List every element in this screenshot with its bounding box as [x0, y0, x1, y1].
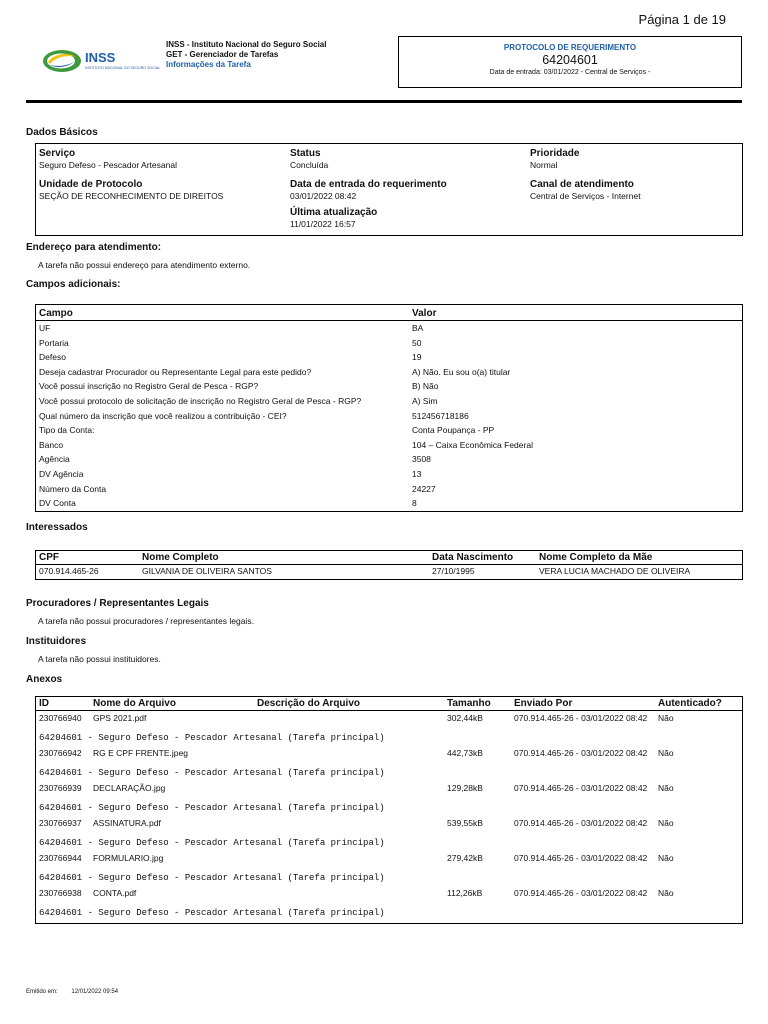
field-value: 24227	[412, 483, 436, 494]
attachment-sent-by: 070.914.465-26 - 03/01/2022 08:42	[514, 888, 648, 898]
attachment-description-text: 64204601 - Seguro Defeso - Pescador Artesanal (Tarefa principal)	[39, 803, 385, 813]
attachment-description-text: 64204601 - Seguro Defeso - Pescador Artesanal (Tarefa principal)	[39, 733, 385, 743]
basic-data-box	[35, 143, 743, 236]
protocol-label: PROTOCOLO DE REQUERIMENTO	[503, 43, 637, 52]
interested-table	[35, 550, 743, 580]
header-system: GET - Gerenciador de Tarefas	[166, 50, 279, 59]
field-value: Conta Poupança - PP	[412, 425, 495, 436]
table-row	[36, 711, 742, 726]
attachment-authenticated: Não	[658, 783, 674, 793]
updated-value: 11/01/2022 16:57	[290, 219, 356, 229]
priority-value: Normal	[530, 160, 558, 170]
updated-label: Última atualização	[290, 207, 378, 218]
interested-col-name: Nome Completo	[142, 552, 219, 563]
table-row	[36, 379, 742, 394]
interested-col-cpf: CPF	[39, 552, 59, 563]
procurators-title: Procuradores / Representantes Legais	[26, 598, 209, 609]
status-value: Concluída	[290, 160, 329, 170]
attachment-sent-by: 070.914.465-26 - 03/01/2022 08:42	[514, 853, 648, 863]
attachment-sent-by: 070.914.465-26 - 03/01/2022 08:42	[514, 818, 648, 828]
table-row	[36, 336, 742, 351]
interested-birth: 27/10/1995	[432, 566, 475, 576]
attachment-id: 230766940	[39, 713, 82, 723]
fields-col-value: Valor	[412, 308, 437, 319]
table-row	[36, 321, 742, 336]
attachment-id: 230766944	[39, 853, 82, 863]
header-org: INSS - Instituto Nacional do Seguro Social	[166, 40, 327, 49]
field-value: 512456718186	[412, 410, 469, 421]
attachment-sent-by: 070.914.465-26 - 03/01/2022 08:42	[514, 783, 648, 793]
attachment-description	[36, 731, 742, 746]
field-value: B) Não	[412, 381, 439, 392]
attachment-description	[36, 836, 742, 851]
field-value: BA	[412, 323, 424, 333]
table-row	[36, 394, 742, 409]
address-text: A tarefa não possui endereço para atendimento externo.	[38, 260, 251, 270]
attachment-file-link[interactable]: RG E CPF FRENTE.jpeg	[93, 748, 188, 758]
table-row	[36, 746, 742, 761]
interested-col-birth: Data Nascimento	[432, 552, 514, 563]
interested-name: GILVANIA DE OLIVEIRA SANTOS	[142, 566, 272, 576]
interested-title: Interessados	[26, 522, 88, 533]
attachments-col-name: Nome do Arquivo	[93, 698, 176, 709]
fields-table	[35, 304, 743, 512]
procurators-text: A tarefa não possui procuradores / representantes legais.	[38, 616, 254, 626]
field-name: Agência	[39, 454, 70, 465]
attachment-id: 230766938	[39, 888, 82, 898]
basic-title: Dados Básicos	[26, 127, 98, 138]
field-name: Número da Conta	[39, 483, 107, 494]
attachment-file-link[interactable]: DECLARAÇÃO.jpg	[93, 783, 166, 793]
attachments-col-size: Tamanho	[447, 698, 491, 709]
attachment-size: 442,73kB	[447, 748, 483, 758]
attachment-file-link[interactable]: FORMULARIO.jpg	[93, 853, 164, 863]
footer-date: 12/01/2022 09:54	[71, 989, 119, 995]
attachment-authenticated: Não	[658, 818, 674, 828]
attachments-col-auth: Autenticado?	[658, 698, 722, 709]
footer	[26, 989, 130, 995]
entry-date-label: Data de entrada do requerimento	[290, 179, 447, 190]
field-value: A) Não. Eu sou o(a) titular	[412, 366, 511, 377]
fields-title: Campos adicionais:	[26, 279, 121, 290]
address-title: Endereço para atendimento:	[26, 242, 162, 253]
interested-col-mother: Nome Completo da Mãe	[539, 552, 653, 563]
attachment-size: 279,42kB	[447, 853, 483, 863]
field-name: Tipo da Conta:	[39, 425, 95, 436]
table-row	[36, 423, 742, 438]
attachment-authenticated: Não	[658, 713, 674, 723]
attachment-sent-by: 070.914.465-26 - 03/01/2022 08:42	[514, 748, 648, 758]
table-row	[36, 350, 742, 365]
table-row	[36, 467, 742, 482]
field-name: Deseja cadastrar Procurador ou Representante Legal para este pedido?	[39, 366, 312, 377]
table-row	[36, 781, 742, 796]
field-name: DV Conta	[39, 498, 76, 509]
table-row	[36, 409, 742, 424]
field-value: 19	[412, 352, 422, 363]
field-value: 13	[412, 469, 422, 479]
attachment-id: 230766937	[39, 818, 82, 828]
attachments-col-desc: Descrição do Arquivo	[257, 698, 360, 709]
table-row	[36, 816, 742, 831]
protocol-box	[398, 36, 742, 88]
logo-text: INSS	[85, 50, 116, 65]
service-label: Serviço	[39, 148, 76, 159]
field-name: Defeso	[39, 352, 66, 363]
attachment-sent-by: 070.914.465-26 - 03/01/2022 08:42	[514, 713, 648, 723]
unit-label: Unidade de Protocolo	[39, 179, 143, 190]
unit-value: SEÇÃO DE RECONHECIMENTO DE DIREITOS	[39, 191, 224, 201]
attachments-title: Anexos	[26, 674, 63, 685]
priority-label: Prioridade	[530, 148, 580, 159]
table-row	[36, 496, 742, 511]
table-row	[36, 851, 742, 866]
attachment-size: 302,44kB	[447, 713, 483, 723]
field-name: DV Agência	[39, 469, 84, 479]
attachments-col-sent: Enviado Por	[514, 698, 573, 709]
footer-label: Emitido em:	[26, 989, 58, 995]
attachments-col-id: ID	[39, 698, 49, 709]
attachment-size: 112,26kB	[447, 888, 483, 898]
attachment-authenticated: Não	[658, 853, 674, 863]
attachment-size: 129,28kB	[447, 783, 483, 793]
field-name: Banco	[39, 439, 64, 450]
attachment-id: 230766939	[39, 783, 82, 793]
field-name: UF	[39, 323, 51, 333]
field-value: 3508	[412, 454, 431, 465]
inss-logo	[42, 45, 161, 77]
attachment-description-text: 64204601 - Seguro Defeso - Pescador Artesanal (Tarefa principal)	[39, 768, 385, 778]
field-name: Você possui protocolo de solicitação de inscrição no Registro Geral de Pesca - RGP?	[39, 396, 362, 406]
field-name: Qual número da inscrição que você realizou a contribuição - CEI?	[39, 410, 287, 421]
header-divider	[26, 100, 742, 103]
attachment-description	[36, 801, 742, 816]
field-name: Você possui inscrição no Registro Geral de Pesca - RGP?	[39, 381, 259, 392]
attachment-file-link[interactable]: ASSINATURA.pdf	[93, 818, 161, 828]
header-section: Informações da Tarefa	[166, 60, 251, 69]
field-value: 104 – Caixa Econômica Federal	[412, 439, 533, 450]
status-label: Status	[290, 148, 321, 159]
logo-mark-icon	[43, 50, 81, 72]
attachment-id: 230766942	[39, 748, 82, 758]
interested-cpf: 070.914.465-26	[39, 566, 99, 576]
field-value: A) Sim	[412, 396, 438, 406]
header-info	[166, 40, 326, 70]
logo-sub: INSTITUTO NACIONAL DO SEGURO SOCIAL	[85, 66, 161, 70]
table-row	[36, 482, 742, 497]
field-name: Portaria	[39, 337, 69, 348]
service-value: Seguro Defeso - Pescador Artesanal	[39, 160, 177, 170]
table-row	[36, 438, 742, 453]
table-row	[36, 886, 742, 901]
table-row	[36, 564, 742, 579]
instituters-text: A tarefa não possui instituidores.	[38, 654, 161, 664]
attachment-file-link[interactable]: CONTA.pdf	[93, 888, 137, 898]
interested-mother: VERA LUCIA MACHADO DE OLIVEIRA	[539, 566, 691, 576]
attachments-table	[35, 696, 743, 924]
attachment-description	[36, 871, 742, 886]
page-number: Página 1 de 19	[638, 12, 726, 27]
attachment-description-text: 64204601 - Seguro Defeso - Pescador Artesanal (Tarefa principal)	[39, 873, 385, 883]
field-value: 8	[412, 498, 417, 509]
protocol-number: 64204601	[542, 53, 598, 67]
attachment-description	[36, 906, 742, 921]
attachment-size: 539,55kB	[447, 818, 483, 828]
entry-date-value: 03/01/2022 08:42	[290, 191, 357, 201]
attachment-authenticated: Não	[658, 748, 674, 758]
attachment-description-text: 64204601 - Seguro Defeso - Pescador Artesanal (Tarefa principal)	[39, 908, 385, 918]
instituters-title: Instituidores	[26, 636, 87, 647]
channel-value: Central de Serviços - Internet	[530, 191, 641, 201]
attachment-authenticated: Não	[658, 888, 674, 898]
attachment-file-link[interactable]: GPS 2021.pdf	[93, 713, 147, 723]
fields-col-field: Campo	[39, 308, 73, 319]
protocol-entry: Data de entrada: 03/01/2022 - Central de Serviços -	[489, 69, 651, 76]
table-row	[36, 365, 742, 380]
channel-label: Canal de atendimento	[530, 179, 634, 190]
attachment-description-text: 64204601 - Seguro Defeso - Pescador Artesanal (Tarefa principal)	[39, 838, 385, 848]
field-value: 50	[412, 337, 422, 348]
attachment-description	[36, 766, 742, 781]
table-row	[36, 452, 742, 467]
